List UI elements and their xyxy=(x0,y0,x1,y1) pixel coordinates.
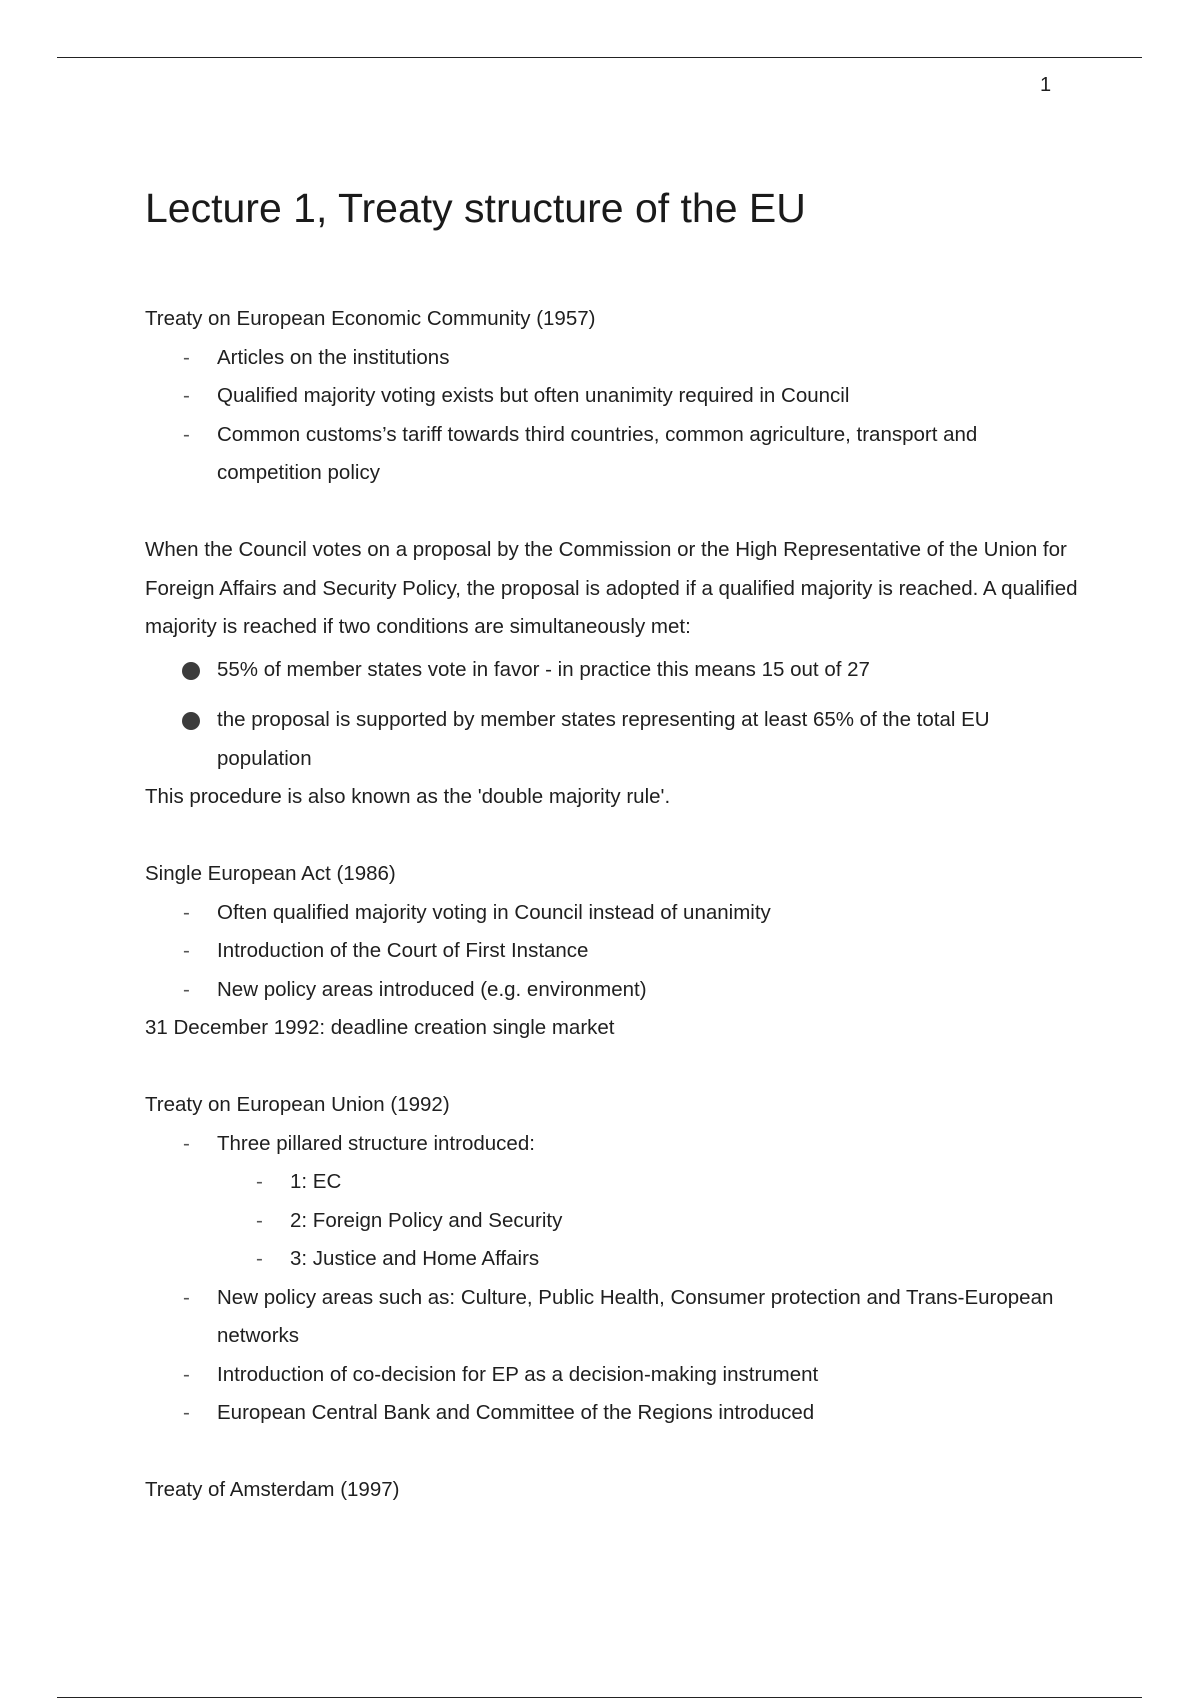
dash-marker: - xyxy=(183,1285,190,1309)
page-title: Lecture 1, Treaty structure of the EU xyxy=(145,185,806,231)
list-item: the proposal is supported by member states representing at least 65% of the total EU population xyxy=(145,701,1085,778)
dash-marker: - xyxy=(183,1401,190,1424)
list-item: - Common customs’s tariff towards third countries, common agriculture, transport and competition policy xyxy=(145,416,1085,493)
list-item: - Articles on the institutions xyxy=(145,339,1085,378)
spacer xyxy=(145,817,1085,856)
page-number: 1 xyxy=(1040,74,1052,96)
list-item: - Introduction of co-decision for EP as a decision-making instrument xyxy=(145,1356,1085,1395)
qmv-note: This procedure is also known as the 'double majority rule'. xyxy=(145,785,671,808)
amsterdam-heading: Treaty of Amsterdam (1997) xyxy=(145,1478,400,1501)
dash-marker: - xyxy=(183,422,190,446)
dash-marker: - xyxy=(183,384,190,407)
spacer xyxy=(145,493,1085,532)
header-rule xyxy=(57,57,1142,58)
teu-heading: Treaty on European Union (1992) xyxy=(145,1093,450,1116)
footer-rule xyxy=(57,1697,1142,1698)
sub-list-item: - 1: EC xyxy=(145,1163,1085,1202)
list-item: - Often qualified majority voting in Council instead of unanimity xyxy=(145,894,1085,933)
dash-marker: - xyxy=(183,345,190,369)
dash-marker: - xyxy=(183,939,190,962)
list-item: - European Central Bank and Committee of the Regions introduced xyxy=(145,1394,1085,1433)
spacer xyxy=(145,1433,1085,1472)
list-item: - Qualified majority voting exists but often unanimity required in Council xyxy=(145,377,1085,416)
list-item: - Three pillared structure introduced: xyxy=(145,1125,1085,1164)
bullet-icon xyxy=(182,712,200,730)
dash-marker: - xyxy=(256,1208,263,1232)
list-item: - New policy areas introduced (e.g. environment) xyxy=(145,971,1085,1010)
document-body xyxy=(145,300,1085,1510)
sub-list-item: - 3: Justice and Home Affairs xyxy=(145,1240,1085,1279)
dash-marker: - xyxy=(183,1362,190,1386)
list-item: 55% of member states vote in favor - in practice this means 15 out of 27 xyxy=(145,651,1085,690)
dash-marker: - xyxy=(183,1131,190,1155)
sea-heading: Single European Act (1986) xyxy=(145,862,396,885)
sub-list-item: - 2: Foreign Policy and Security xyxy=(145,1202,1085,1241)
dash-marker: - xyxy=(183,900,190,924)
eec-heading: Treaty on European Economic Community (1957) xyxy=(145,307,596,330)
qmv-paragraph: When the Council votes on a proposal by the Commission or the High Representative of the Union for Foreign Affairs and Security Policy, the proposal is adopted if a qualified majority is reached. A qualified majority is reached if two conditions are simultaneously met: xyxy=(145,538,1078,638)
dash-marker: - xyxy=(256,1247,263,1270)
dash-marker: - xyxy=(256,1170,263,1193)
sea-note: 31 December 1992: deadline creation single market xyxy=(145,1016,615,1039)
dash-marker: - xyxy=(183,977,190,1001)
list-item: - New policy areas such as: Culture, Public Health, Consumer protection and Trans-European networks xyxy=(145,1279,1085,1356)
list-item: - Introduction of the Court of First Instance xyxy=(145,932,1085,971)
bullet-icon xyxy=(182,662,200,680)
spacer xyxy=(145,1048,1085,1087)
